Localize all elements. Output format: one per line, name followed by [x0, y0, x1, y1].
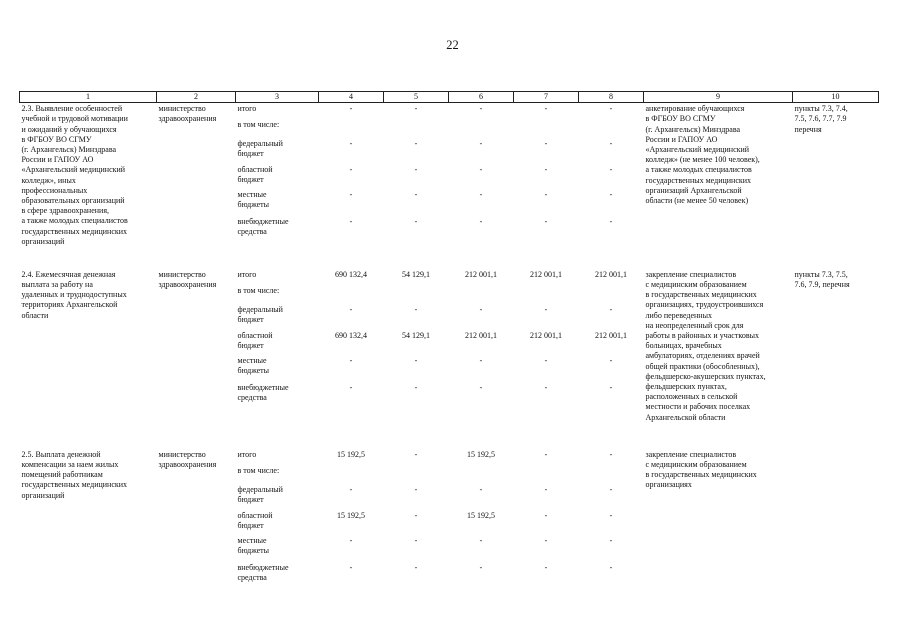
funding-source-cell — [236, 269, 319, 449]
amount-value — [386, 464, 447, 485]
amount-value: 15 192,5 — [467, 510, 495, 520]
executor-cell: министерство здравоохранения — [158, 449, 217, 469]
funding-source-cell — [236, 449, 319, 589]
amount-value: 212 001,1 — [595, 269, 627, 279]
amount-cell — [384, 103, 449, 269]
amount-value: - — [414, 139, 418, 149]
amount-value — [581, 284, 642, 305]
measure-name-cell: 2.3. Выявление особенностей учебной и трудовой мотивации и ожиданий у обучающихся в ФГБОУ ВО СГМУ (г. Архангельск) Минздрава России и ГАПОУ АО «Архангельский медицинский колледж», иных профессиональных образовательных организаций в сфере здравоохранения, а также молодых специалистов государственных медицинских организаций — [21, 104, 128, 246]
executor-cell: министерство здравоохранения — [158, 104, 217, 124]
amount-value: 54 129,1 — [402, 269, 430, 279]
amount-value — [451, 284, 512, 305]
amount-value: 54 129,1 — [402, 330, 430, 340]
amount-value: 15 192,5 — [337, 449, 365, 459]
amount-value: 690 132,4 — [335, 269, 367, 279]
amount-value: 212 001,1 — [530, 269, 562, 279]
expected-result-cell: закрепление специалистов с медицинским образованием в государственных медицинских организациях — [645, 449, 757, 490]
amount-value — [321, 464, 382, 485]
amount-cell — [514, 103, 579, 269]
amount-value: - — [609, 355, 613, 365]
amount-value: - — [414, 217, 418, 227]
funding-source-label: федеральный бюджет — [237, 484, 283, 504]
funding-source-label: итого — [237, 269, 257, 279]
amount-cell — [579, 269, 644, 449]
amount-value — [386, 118, 447, 139]
amount-value: - — [414, 535, 418, 545]
amount-value — [516, 118, 577, 139]
funding-source-label: областной бюджет — [237, 165, 273, 185]
amount-value: - — [349, 190, 353, 200]
amount-cell — [449, 449, 514, 589]
amount-cell — [449, 103, 514, 269]
amount-value: - — [479, 190, 483, 200]
table-body — [20, 103, 879, 589]
amount-value: - — [479, 562, 483, 572]
funding-source-label: федеральный бюджет — [237, 139, 283, 159]
amount-value: - — [544, 104, 548, 114]
amount-value — [321, 284, 382, 305]
funding-source-label: местные бюджеты — [237, 535, 270, 555]
column-header: 4 — [319, 92, 384, 103]
measure-name-cell: 2.4. Ежемесячная денежная выплата за работу на удаленных и труднодоступных территориях Архангельской области — [21, 269, 127, 320]
amount-value — [516, 284, 577, 305]
amount-value — [451, 464, 512, 485]
amount-value: - — [479, 304, 483, 314]
amount-value: - — [414, 510, 418, 520]
amount-cell — [449, 269, 514, 449]
amount-value: - — [414, 304, 418, 314]
amount-value: - — [349, 535, 353, 545]
amount-cell — [319, 269, 384, 449]
amount-value: - — [349, 382, 353, 392]
amount-value: - — [349, 355, 353, 365]
amount-value: - — [414, 484, 418, 494]
funding-source-label: итого — [237, 449, 257, 459]
amount-value — [386, 284, 447, 305]
funding-source-label: федеральный бюджет — [237, 304, 283, 324]
amount-value: - — [609, 484, 613, 494]
funding-source-label: в том числе: — [237, 465, 280, 475]
amount-value: 212 001,1 — [465, 269, 497, 279]
page-number: 22 — [446, 38, 459, 52]
column-header: 7 — [514, 92, 579, 103]
amount-value: - — [414, 355, 418, 365]
amount-cell — [514, 269, 579, 449]
funding-source-label: итого — [237, 104, 257, 114]
amount-cell — [579, 449, 644, 589]
amount-value: - — [544, 382, 548, 392]
expected-result-cell: закрепление специалистов с медицинским образованием в государственных медицинских организациях, трудоустроившихся либо переведенных на неопределенный срок для работы в районных и участковых больницах, врачебных амбулаториях, отделениях врачей общей практики (обособленных), фельдшерско-акушерских пунктах, фельдшерских пунктах, расположенных в сельской местности и рабочих поселках Архангельской области — [645, 269, 766, 422]
column-header: 2 — [157, 92, 236, 103]
reference-points-cell: пункты 7.3, 7.5, 7.6, 7.9, перечня — [794, 269, 850, 289]
amount-cell — [319, 103, 384, 269]
amount-value: 212 001,1 — [465, 330, 497, 340]
column-header: 1 — [20, 92, 157, 103]
table-row — [20, 269, 879, 449]
amount-value: - — [609, 190, 613, 200]
amount-value: - — [479, 139, 483, 149]
amount-value: - — [349, 562, 353, 572]
amount-value: - — [349, 217, 353, 227]
amount-value: - — [479, 104, 483, 114]
amount-value: - — [609, 510, 613, 520]
column-header: 6 — [449, 92, 514, 103]
amount-value: - — [414, 382, 418, 392]
table-row — [20, 103, 879, 269]
column-header: 10 — [793, 92, 879, 103]
amount-value: - — [544, 484, 548, 494]
column-header: 9 — [644, 92, 793, 103]
amount-value: - — [479, 484, 483, 494]
amount-value: - — [414, 165, 418, 175]
amount-value: - — [544, 449, 548, 459]
column-header: 5 — [384, 92, 449, 103]
amount-value: - — [414, 190, 418, 200]
amount-value: - — [479, 355, 483, 365]
column-number-header — [20, 92, 879, 103]
program-table — [19, 91, 879, 589]
amount-cell — [384, 269, 449, 449]
amount-value: - — [414, 562, 418, 572]
amount-value: - — [544, 535, 548, 545]
amount-value: - — [544, 217, 548, 227]
amount-value: - — [349, 304, 353, 314]
funding-source-label: областной бюджет — [237, 330, 273, 350]
amount-value: - — [544, 139, 548, 149]
reference-points-cell — [793, 449, 879, 589]
amount-value — [581, 118, 642, 139]
amount-value: 212 001,1 — [595, 330, 627, 340]
amount-value: - — [609, 382, 613, 392]
funding-source-label: внебюджетные средства — [237, 382, 289, 402]
column-header: 8 — [579, 92, 644, 103]
amount-value: - — [414, 449, 418, 459]
amount-value: - — [609, 449, 613, 459]
amount-value: - — [609, 139, 613, 149]
column-header: 3 — [236, 92, 319, 103]
amount-value: - — [349, 139, 353, 149]
funding-source-cell — [236, 103, 319, 269]
funding-source-label: внебюджетные средства — [237, 562, 289, 582]
table-row — [20, 449, 879, 589]
amount-cell — [514, 449, 579, 589]
amount-value: - — [609, 217, 613, 227]
funding-source-label: местные бюджеты — [237, 190, 270, 210]
amount-value: - — [349, 104, 353, 114]
amount-value: - — [544, 190, 548, 200]
amount-cell — [319, 449, 384, 589]
amount-value — [451, 118, 512, 139]
reference-points-cell: пункты 7.3, 7.4, 7.5, 7.6, 7.7, 7.9 перечня — [794, 104, 848, 134]
amount-value: 690 132,4 — [335, 330, 367, 340]
amount-value: - — [609, 165, 613, 175]
amount-value: - — [349, 484, 353, 494]
amount-value — [516, 464, 577, 485]
amount-value: - — [609, 535, 613, 545]
amount-value: - — [544, 510, 548, 520]
funding-source-label: в том числе: — [237, 120, 280, 130]
amount-value: - — [544, 355, 548, 365]
expected-result-cell: анкетирование обучающихся в ФГБОУ ВО СГМУ (г. Архангельск) Минздрава России и ГАПОУ АО «Архангельский медицинский колледж» (не менее 100 человек), а также молодых специалистов государственных медицинских организаций Архангельской области (не менее 50 человек) — [645, 104, 760, 206]
amount-value: - — [609, 104, 613, 114]
amount-value: - — [544, 562, 548, 572]
funding-source-label: областной бюджет — [237, 510, 273, 530]
amount-value: - — [544, 165, 548, 175]
funding-source-label: внебюджетные средства — [237, 217, 289, 237]
amount-cell — [579, 103, 644, 269]
amount-value: 212 001,1 — [530, 330, 562, 340]
funding-source-label: в том числе: — [237, 285, 280, 295]
funding-source-label: местные бюджеты — [237, 355, 270, 375]
amount-value: - — [414, 104, 418, 114]
amount-value: - — [479, 535, 483, 545]
amount-cell — [384, 449, 449, 589]
amount-value: 15 192,5 — [337, 510, 365, 520]
amount-value: 15 192,5 — [467, 449, 495, 459]
executor-cell: министерство здравоохранения — [158, 269, 217, 289]
amount-value: - — [349, 165, 353, 175]
amount-value: - — [609, 562, 613, 572]
amount-value: - — [609, 304, 613, 314]
amount-value: - — [479, 382, 483, 392]
measure-name-cell: 2.5. Выплата денежной компенсации за наем жилых помещений работникам государственных медицинских организаций — [21, 449, 128, 500]
amount-value: - — [479, 217, 483, 227]
amount-value — [321, 118, 382, 139]
amount-value: - — [479, 165, 483, 175]
amount-value: - — [544, 304, 548, 314]
amount-value — [581, 464, 642, 485]
